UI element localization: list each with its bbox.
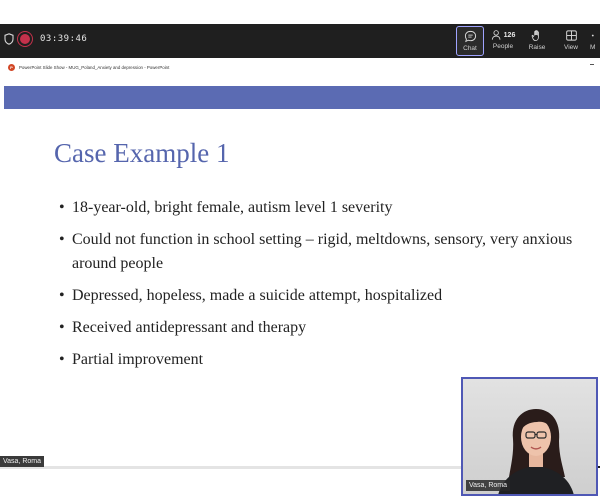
presenter-name-label: Vasa, Roma (0, 456, 44, 467)
chat-icon (464, 30, 477, 43)
ppt-window-title: PowerPoint Slide Show - MUG_Poland_Anxiety and depression - PowerPoint (19, 64, 170, 70)
bullet-item: • Received antidepressant and therapy (59, 316, 579, 340)
ppt-window-titlebar (4, 62, 600, 72)
bullet-item: • Partial improvement (59, 348, 579, 372)
top-margin (0, 0, 600, 24)
raise-hand-button[interactable] (522, 26, 552, 56)
chat-label: Chat (463, 45, 477, 52)
powerpoint-icon: P (8, 64, 15, 71)
meeting-toolbar (456, 26, 600, 56)
shield-icon (4, 33, 14, 45)
bullet-item: • Depressed, hopeless, made a suicide attempt, hospitalized (59, 284, 579, 308)
chat-button[interactable] (456, 26, 484, 56)
meeting-timer: 03:39:46 (40, 34, 88, 44)
bullet-item: • Could not function in school setting – rigid, meltdowns, sensory, very anxious around people (59, 228, 579, 276)
more-button[interactable] (590, 26, 600, 56)
divider (0, 466, 470, 469)
participant-name-label: Vasa, Roma (466, 480, 510, 491)
bullet-item: • 18-year-old, bright female, autism level 1 severity (59, 196, 579, 220)
more-label: M (590, 44, 596, 51)
more-icon (590, 29, 600, 42)
people-icon (491, 29, 503, 41)
view-button[interactable] (556, 26, 586, 56)
raise-label: Raise (528, 44, 546, 51)
people-count: 126 (503, 31, 516, 39)
slide-title: Case Example 1 (54, 138, 230, 168)
recording-icon (20, 34, 30, 44)
hand-icon (531, 29, 544, 42)
participant-video-tile[interactable] (461, 377, 598, 496)
people-label: People (492, 43, 514, 50)
slide-bullet-list (59, 196, 579, 380)
view-label: View (564, 44, 578, 51)
meeting-control-bar (0, 24, 600, 58)
view-grid-icon (565, 29, 578, 42)
slide-header-band (4, 86, 600, 109)
people-button[interactable] (488, 26, 518, 56)
minimize-icon[interactable] (590, 64, 594, 65)
meeting-status (4, 33, 87, 45)
